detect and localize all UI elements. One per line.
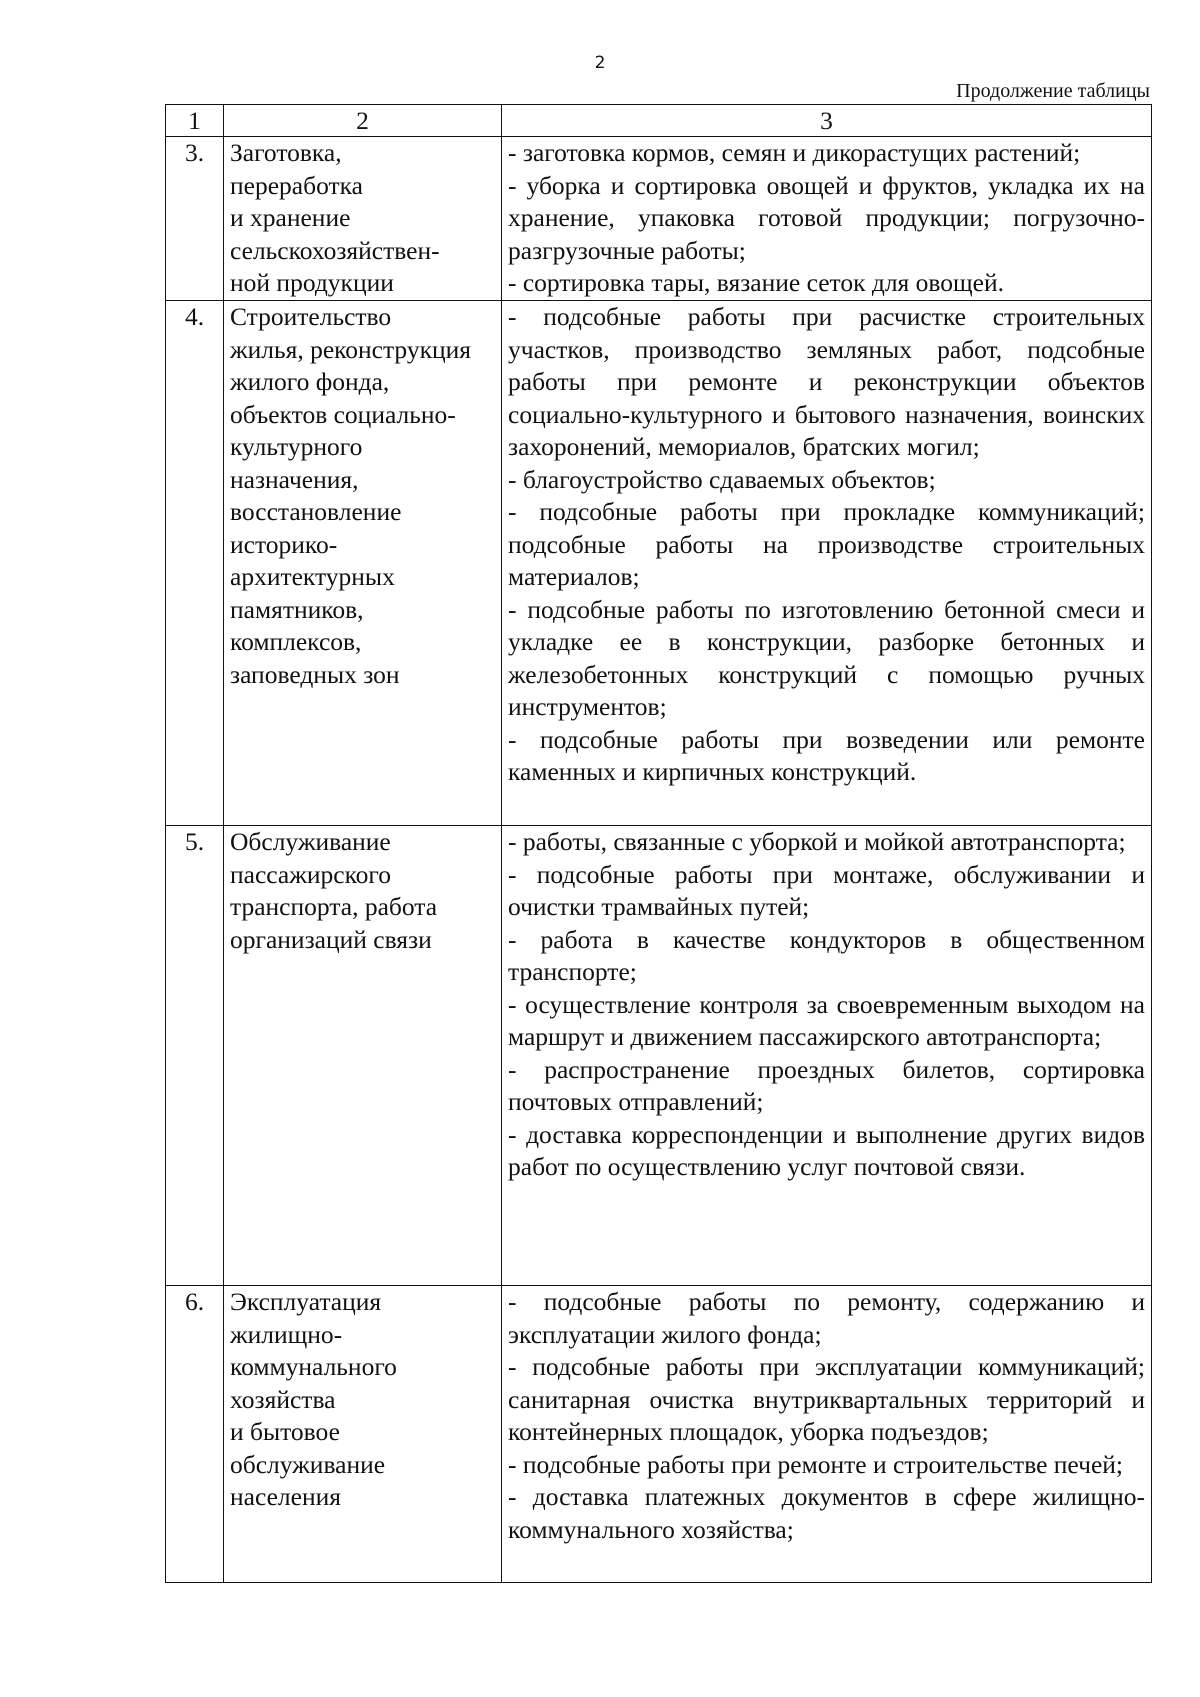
table-header-row: [166, 105, 1152, 137]
category-line: хозяйства: [230, 1384, 336, 1414]
work-item: - подсобные работы при ремонте и строительстве печей;: [508, 1449, 1123, 1479]
category-line: организаций связи: [230, 924, 432, 954]
category-line: транспорта, работа: [230, 892, 438, 921]
category-line: комплексов,: [230, 627, 362, 656]
category-line: переработка: [230, 170, 363, 200]
row-number: 5.: [166, 826, 224, 1286]
category-line: Эксплуатация: [230, 1287, 382, 1316]
category-line: историко-: [230, 529, 338, 559]
header-cell-1: 1: [166, 105, 224, 137]
row-category: [224, 1286, 502, 1583]
work-item: - уборка и сортировка овощей и фруктов, укладка их на хранение, упаковка готовой продукции; погрузочно-разгрузочные работы;: [508, 170, 1145, 265]
work-item: - подсобные работы по изготовлению бетонной смеси и укладке ее в конструкции, разборке бетонных и железобетонных конструкций с помощью ручных инструментов;: [508, 594, 1145, 721]
category-line: архитектурных: [230, 562, 395, 591]
category-line: культурного: [230, 432, 363, 461]
category-line: коммунального: [230, 1352, 397, 1381]
table-continuation-label: Продолжение таблицы: [956, 80, 1150, 102]
category-line: Обслуживание: [230, 827, 391, 856]
work-item: - подсобные работы при эксплуатации коммуникаций; санитарная очистка внутриквартальных территорий и контейнерных площадок, уборка подъездов;: [508, 1352, 1145, 1446]
row-work-types: [502, 137, 1152, 301]
row-number: 6.: [166, 1286, 224, 1583]
row-work-types: [502, 301, 1152, 826]
table-row: [166, 137, 1152, 301]
category-line: назначения,: [230, 464, 359, 494]
header-cell-3: 3: [502, 105, 1152, 137]
category-line: жилого фонда,: [230, 367, 390, 396]
table-row: [166, 826, 1152, 1286]
work-item: - подсобные работы при монтаже, обслуживании и очистки трамвайных путей;: [508, 859, 1145, 921]
work-item: - доставка корреспонденции и выполнение других видов работ по осуществлению услуг почтовой связи.: [508, 1119, 1145, 1181]
work-item: - подсобные работы при прокладке коммуникаций; подсобные работы на производстве строительных материалов;: [508, 497, 1145, 591]
row-category: [224, 301, 502, 826]
table-row: [166, 301, 1152, 826]
category-line: и бытовое: [230, 1417, 340, 1446]
category-line: заповедных зон: [230, 659, 400, 689]
category-line: восстановление: [230, 497, 402, 526]
page-number: 2: [594, 53, 606, 73]
work-item: - заготовка кормов, семян и дикорастущих растений;: [508, 138, 1081, 167]
work-item: - подсобные работы при возведении или ремонте каменных и кирпичных конструкций.: [508, 724, 1145, 786]
category-line: населения: [230, 1482, 341, 1511]
category-line: Строительство: [230, 302, 392, 331]
category-line: памятников,: [230, 594, 364, 624]
category-line: сельскохозяйствен-: [230, 235, 440, 265]
category-line: обслуживание: [230, 1449, 386, 1479]
work-item: - распространение проездных билетов, сортировка почтовых отправлений;: [508, 1054, 1145, 1116]
row-category: [224, 826, 502, 1286]
category-line: ной продукции: [230, 268, 394, 297]
row-work-types: [502, 1286, 1152, 1583]
category-line: и хранение: [230, 203, 351, 232]
work-item: - осуществление контроля за своевременным выходом на маршрут и движением пассажирского автотранспорта;: [508, 989, 1145, 1051]
row-number: 4.: [166, 301, 224, 826]
row-category: [224, 137, 502, 301]
work-item: - сортировка тары, вязание сеток для овощей.: [508, 268, 1005, 297]
activities-table: [165, 104, 1152, 1583]
category-line: Заготовка,: [230, 138, 342, 167]
row-number: 3.: [166, 137, 224, 301]
work-item: - работа в качестве кондукторов в общественном транспорте;: [508, 924, 1145, 986]
work-item: - благоустройство сдаваемых объектов;: [508, 464, 936, 494]
work-item: - работы, связанные с уборкой и мойкой автотранспорта;: [508, 827, 1126, 856]
table-row: [166, 1286, 1152, 1583]
row-work-types: [502, 826, 1152, 1286]
category-line: объектов социально-: [230, 399, 456, 429]
category-line: жилищно-: [230, 1319, 343, 1349]
category-line: пассажирского: [230, 859, 391, 889]
work-item: - подсобные работы по ремонту, содержанию и эксплуатации жилого фонда;: [508, 1287, 1145, 1349]
header-cell-2: 2: [224, 105, 502, 137]
work-item: - доставка платежных документов в сфере жилищно-коммунального хозяйства;: [508, 1482, 1145, 1544]
work-item: - подсобные работы при расчистке строительных участков, производство земляных работ, подсобные работы при ремонте и реконструкции объектов социально-культурного и бытового назначения, воинских захоронений, мемориалов, братских могил;: [508, 302, 1145, 461]
category-line: жилья, реконструкция: [230, 334, 472, 364]
